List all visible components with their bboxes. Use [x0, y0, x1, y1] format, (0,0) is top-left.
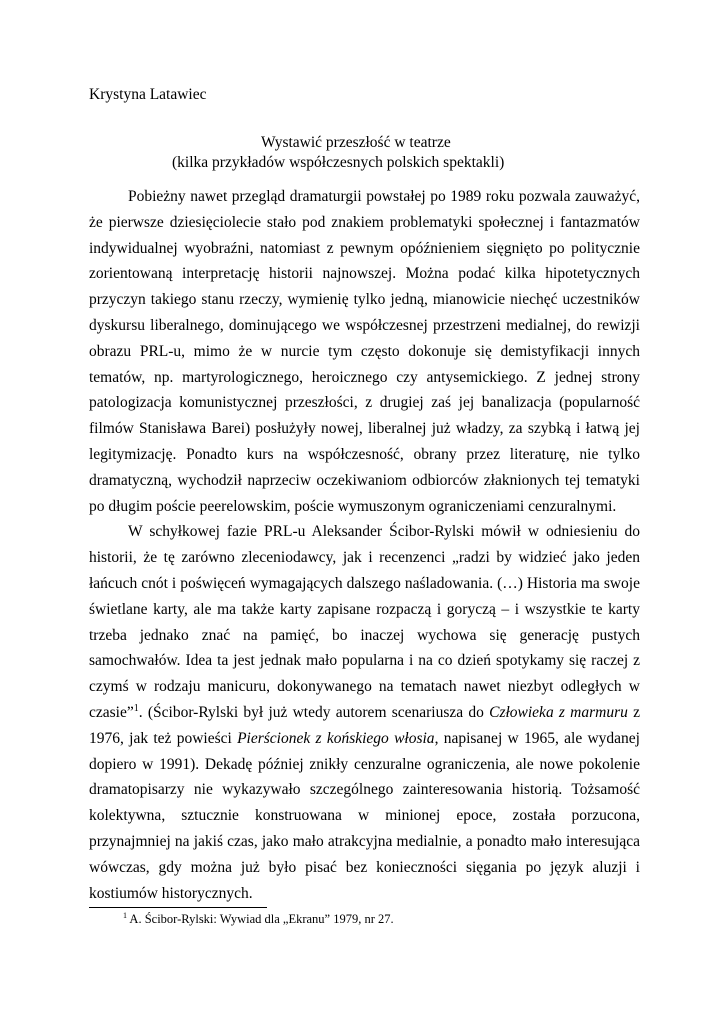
footnote-reference[interactable]: 1: [133, 702, 139, 714]
footnote-separator: [89, 907, 267, 908]
paragraph-1: Pobieżny nawet przegląd dramaturgii powstałej po 1989 roku pozwala zauważyć, że pierwsze dziesięciolecie stało pod znakiem problematyki społecznej i fantazmatów indywidualnej wyobraźni, natomiast z pewnym opóźnieniem sięgnięto po politycznie zorientowaną interpretację historii najnowszej. Można podać kilka hipotetycznych przyczyn takiego stanu rzeczy, wymienię tylko jedną, mianowicie niechęć uczestników dyskursu liberalnego, dominującego we współczesnej przestrzeni medialnej, do rewizji obrazu PRL-u, mimo że w nurcie tym często dokonuje się demistyfikacji innych tematów, np. martyrologicznego, heroicznego czy antysemickiego. Z jednej strony patologizacja komunistycznej przeszłości, z drugiej zaś jej banalizacja (popularność filmów Stanisława Barei) posłużyły nowej, liberalnej już władzy, za szybką i łatwą jej legitymizację. Ponadto kurs na współczesność, obrany przez literaturę, nie tylko dramatyczną, wychodził naprzeciw oczekiwaniom odbiorców złaknionych tej tematyki po długim poście peerelowskim, poście wymuszonym ograniczeniami cenzuralnymi.: [89, 188, 640, 515]
paragraph-2: [89, 519, 640, 906]
footnote-number: 1: [123, 911, 127, 920]
paragraph-2-text: , napisanej w 1965, ale wydanej dopiero w 1991). Dekadę później znikły cenzuralne ograniczenia, ale nowe pokolenie dramatopisarzy nie wykazywało szczególnego zainteresowania historią. Tożsamość kolektywna, sztucznie konstruowana w minionej epoce, została porzucona, przynajmniej na jakiś czas, jako mało atrakcyjna medialnie, a ponadto mało interesująca wówczas, gdy można już było pisać bez konieczności sięgania po język aluzji i kostiumów historycznych.: [89, 729, 640, 902]
footnote: [123, 911, 394, 927]
title-subtitle: (kilka przykładów współczesnych polskich spektakli): [172, 154, 505, 171]
film-title: Człowieka z marmuru: [489, 703, 628, 721]
title-main: Wystawić przeszłość w teatrze: [261, 134, 451, 151]
novel-title: Pierścionek z końskiego włosia: [237, 729, 435, 747]
author-name: Krystyna Latawiec: [89, 86, 207, 103]
paragraph-2-text: W schyłkowej fazie PRL-u Aleksander Ścibor-Rylski mówił w odniesieniu do historii, że tę zarówno zleceniodawcy, jak i recenzenci „radzi by widzieć jako jeden łańcuch cnót i poświęceń wymagających dalszego naśladowania. (…) Historia ma swoje świetlane karty, ale ma także karty zapisane rozpaczą i goryczą – i wszystkie te karty trzeba jednako znać na pamięć, bo inaczej wychowa się generację pustych samochwałów. Idea ta jest jednak mało popularna i na co dzień spotykamy się raczej z czymś w rodzaju manicuru, dokonywanego na tematach nawet niezbyt odległych w czasie”: [89, 523, 640, 721]
footnote-text: A. Ścibor-Rylski: Wywiad dla „Ekranu” 1979, nr 27.: [127, 912, 394, 927]
body-text: [89, 184, 640, 906]
paragraph-2-text: . (Ścibor-Rylski był już wtedy autorem scenariusza do: [138, 703, 490, 721]
paragraph-2-text: z 1976, jak też powieści: [89, 703, 640, 747]
